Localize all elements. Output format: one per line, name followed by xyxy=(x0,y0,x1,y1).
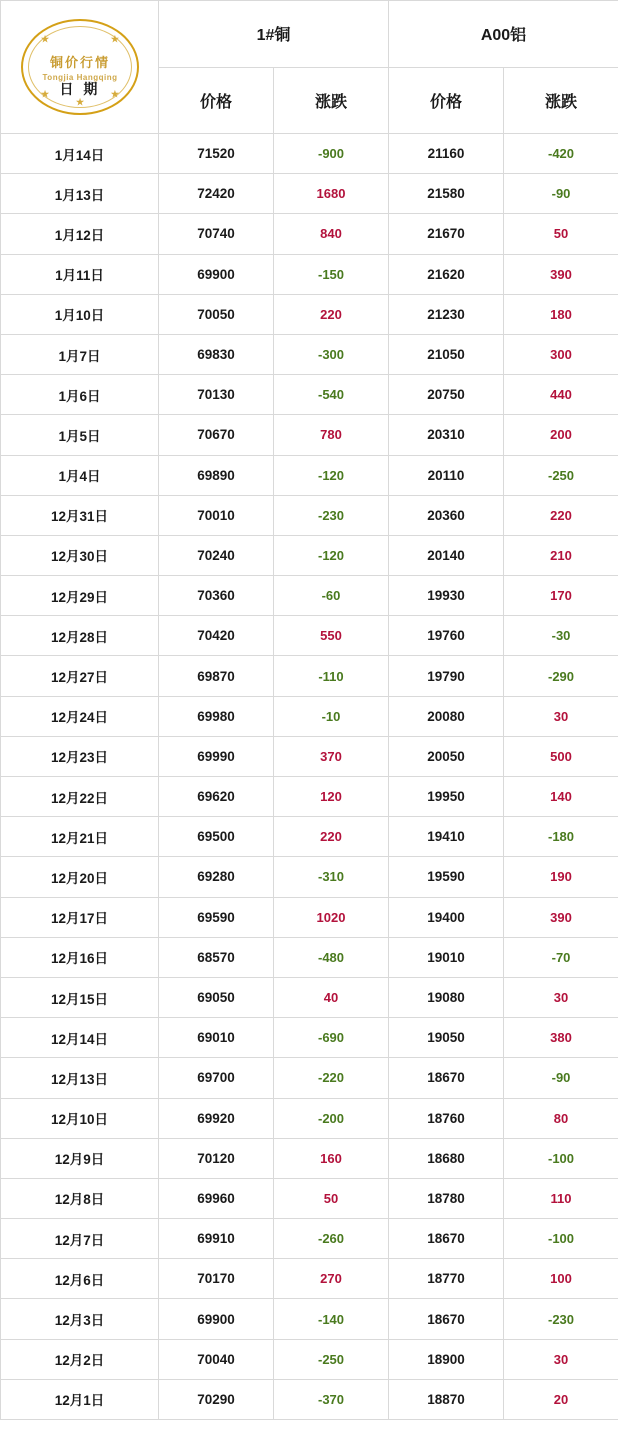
cell-aluminum-change: 390 xyxy=(504,897,618,937)
cell-aluminum-price: 19080 xyxy=(389,977,504,1017)
cell-copper-change: 120 xyxy=(274,777,389,817)
cell-date: 12月21日 xyxy=(1,817,159,857)
cell-aluminum-change: 80 xyxy=(504,1098,618,1138)
cell-copper-change: -900 xyxy=(274,134,389,174)
table-row xyxy=(1,334,618,374)
cell-aluminum-change: 500 xyxy=(504,736,618,776)
cell-copper-change: 550 xyxy=(274,616,389,656)
cell-copper-change: -140 xyxy=(274,1299,389,1339)
cell-copper-price: 69890 xyxy=(159,455,274,495)
cell-aluminum-change: 30 xyxy=(504,977,618,1017)
cell-date: 12月14日 xyxy=(1,1018,159,1058)
cell-aluminum-price: 19410 xyxy=(389,817,504,857)
cell-aluminum-price: 19010 xyxy=(389,937,504,977)
cell-aluminum-price: 19050 xyxy=(389,1018,504,1058)
cell-aluminum-price: 21580 xyxy=(389,174,504,214)
cell-copper-change: 40 xyxy=(274,977,389,1017)
cell-aluminum-change: -90 xyxy=(504,174,618,214)
cell-date: 1月12日 xyxy=(1,214,159,254)
cell-aluminum-change: 30 xyxy=(504,1339,618,1379)
cell-copper-price: 70420 xyxy=(159,616,274,656)
header-aluminum-price: 价格 xyxy=(389,67,504,134)
cell-date: 12月1日 xyxy=(1,1379,159,1419)
cell-aluminum-change: 30 xyxy=(504,696,618,736)
cell-aluminum-price: 20080 xyxy=(389,696,504,736)
cell-copper-price: 69870 xyxy=(159,656,274,696)
cell-aluminum-price: 21160 xyxy=(389,134,504,174)
cell-copper-change: -150 xyxy=(274,254,389,294)
cell-date: 12月8日 xyxy=(1,1178,159,1218)
cell-copper-price: 69010 xyxy=(159,1018,274,1058)
table-row xyxy=(1,1058,618,1098)
cell-copper-price: 69050 xyxy=(159,977,274,1017)
cell-copper-change: -310 xyxy=(274,857,389,897)
cell-copper-price: 70290 xyxy=(159,1379,274,1419)
cell-copper-price: 70360 xyxy=(159,576,274,616)
table-row xyxy=(1,1219,618,1259)
cell-copper-change: -250 xyxy=(274,1339,389,1379)
table-row xyxy=(1,897,618,937)
cell-aluminum-price: 19760 xyxy=(389,616,504,656)
table-row xyxy=(1,696,618,736)
cell-date: 1月10日 xyxy=(1,294,159,334)
cell-aluminum-change: -290 xyxy=(504,656,618,696)
cell-copper-change: -230 xyxy=(274,495,389,535)
table-row xyxy=(1,616,618,656)
cell-date: 12月7日 xyxy=(1,1219,159,1259)
cell-date: 1月4日 xyxy=(1,455,159,495)
cell-copper-change: 370 xyxy=(274,736,389,776)
cell-aluminum-price: 20110 xyxy=(389,455,504,495)
table-row xyxy=(1,857,618,897)
cell-aluminum-price: 21230 xyxy=(389,294,504,334)
cell-date: 12月22日 xyxy=(1,777,159,817)
table-row xyxy=(1,817,618,857)
cell-aluminum-change: -230 xyxy=(504,1299,618,1339)
cell-copper-change: 220 xyxy=(274,294,389,334)
cell-aluminum-price: 20310 xyxy=(389,415,504,455)
cell-aluminum-change: -70 xyxy=(504,937,618,977)
cell-date: 12月3日 xyxy=(1,1299,159,1339)
table-row xyxy=(1,214,618,254)
cell-date: 12月24日 xyxy=(1,696,159,736)
cell-aluminum-change: -100 xyxy=(504,1138,618,1178)
cell-aluminum-change: 200 xyxy=(504,415,618,455)
cell-date: 12月30日 xyxy=(1,535,159,575)
cell-aluminum-price: 18680 xyxy=(389,1138,504,1178)
cell-aluminum-price: 19930 xyxy=(389,576,504,616)
cell-date: 12月20日 xyxy=(1,857,159,897)
cell-aluminum-change: -100 xyxy=(504,1219,618,1259)
table-row xyxy=(1,294,618,334)
cell-copper-change: 1680 xyxy=(274,174,389,214)
cell-date: 12月16日 xyxy=(1,937,159,977)
cell-copper-price: 70170 xyxy=(159,1259,274,1299)
cell-date: 1月6日 xyxy=(1,375,159,415)
header-metal-copper: 1#铜 xyxy=(159,1,389,68)
table-header xyxy=(1,1,618,134)
cell-aluminum-price: 18870 xyxy=(389,1379,504,1419)
cell-date: 1月14日 xyxy=(1,134,159,174)
table-row xyxy=(1,254,618,294)
table-row xyxy=(1,174,618,214)
table-row xyxy=(1,1299,618,1339)
cell-copper-price: 70050 xyxy=(159,294,274,334)
cell-aluminum-price: 18900 xyxy=(389,1339,504,1379)
cell-copper-price: 69500 xyxy=(159,817,274,857)
header-metal-aluminum: A00铝 xyxy=(389,1,618,68)
table-row xyxy=(1,1138,618,1178)
cell-aluminum-price: 19590 xyxy=(389,857,504,897)
logo-stamp-cell xyxy=(1,1,159,134)
cell-aluminum-price: 18670 xyxy=(389,1299,504,1339)
cell-copper-price: 69280 xyxy=(159,857,274,897)
cell-date: 12月27日 xyxy=(1,656,159,696)
cell-copper-price: 70740 xyxy=(159,214,274,254)
table-row xyxy=(1,415,618,455)
cell-copper-change: 1020 xyxy=(274,897,389,937)
table-row xyxy=(1,736,618,776)
cell-copper-price: 69920 xyxy=(159,1098,274,1138)
cell-aluminum-price: 20750 xyxy=(389,375,504,415)
cell-copper-price: 70130 xyxy=(159,375,274,415)
star-icon: ★ xyxy=(41,89,50,99)
cell-aluminum-price: 18670 xyxy=(389,1058,504,1098)
cell-date: 1月5日 xyxy=(1,415,159,455)
cell-aluminum-price: 19790 xyxy=(389,656,504,696)
cell-copper-change: -10 xyxy=(274,696,389,736)
cell-copper-price: 69990 xyxy=(159,736,274,776)
cell-copper-change: -120 xyxy=(274,535,389,575)
cell-aluminum-change: -180 xyxy=(504,817,618,857)
cell-copper-change: -690 xyxy=(274,1018,389,1058)
table-row xyxy=(1,1098,618,1138)
cell-aluminum-change: 50 xyxy=(504,214,618,254)
cell-aluminum-price: 21620 xyxy=(389,254,504,294)
cell-copper-change: 840 xyxy=(274,214,389,254)
cell-copper-change: 270 xyxy=(274,1259,389,1299)
table-row xyxy=(1,1339,618,1379)
cell-aluminum-change: 170 xyxy=(504,576,618,616)
cell-copper-change: -480 xyxy=(274,937,389,977)
cell-date: 12月9日 xyxy=(1,1138,159,1178)
cell-copper-price: 70010 xyxy=(159,495,274,535)
cell-date: 12月10日 xyxy=(1,1098,159,1138)
cell-aluminum-price: 21050 xyxy=(389,334,504,374)
cell-copper-price: 70040 xyxy=(159,1339,274,1379)
table-row xyxy=(1,576,618,616)
cell-copper-change: 50 xyxy=(274,1178,389,1218)
cell-date: 12月17日 xyxy=(1,897,159,937)
cell-copper-price: 69620 xyxy=(159,777,274,817)
cell-copper-change: -370 xyxy=(274,1379,389,1419)
cell-date: 12月28日 xyxy=(1,616,159,656)
table-row xyxy=(1,656,618,696)
cell-date: 12月15日 xyxy=(1,977,159,1017)
cell-aluminum-change: 190 xyxy=(504,857,618,897)
cell-copper-change: 220 xyxy=(274,817,389,857)
cell-aluminum-change: 180 xyxy=(504,294,618,334)
seal-english-text: Tongjia Hangqing xyxy=(42,73,118,82)
table-row xyxy=(1,495,618,535)
cell-copper-price: 69900 xyxy=(159,1299,274,1339)
cell-aluminum-price: 19950 xyxy=(389,777,504,817)
cell-copper-price: 70240 xyxy=(159,535,274,575)
cell-copper-price: 69700 xyxy=(159,1058,274,1098)
cell-copper-change: 160 xyxy=(274,1138,389,1178)
cell-aluminum-change: -90 xyxy=(504,1058,618,1098)
cell-copper-price: 71520 xyxy=(159,134,274,174)
cell-aluminum-price: 19400 xyxy=(389,897,504,937)
cell-aluminum-change: -420 xyxy=(504,134,618,174)
cell-copper-change: 780 xyxy=(274,415,389,455)
table-row xyxy=(1,375,618,415)
cell-aluminum-price: 18780 xyxy=(389,1178,504,1218)
cell-copper-change: -120 xyxy=(274,455,389,495)
cell-aluminum-change: 210 xyxy=(504,535,618,575)
cell-aluminum-price: 20050 xyxy=(389,736,504,776)
cell-copper-change: -300 xyxy=(274,334,389,374)
cell-aluminum-change: 100 xyxy=(504,1259,618,1299)
star-icon: ★ xyxy=(110,34,119,44)
cell-date: 12月23日 xyxy=(1,736,159,776)
cell-aluminum-change: -30 xyxy=(504,616,618,656)
table-row xyxy=(1,937,618,977)
cell-aluminum-price: 20360 xyxy=(389,495,504,535)
cell-copper-change: -60 xyxy=(274,576,389,616)
cell-aluminum-change: 380 xyxy=(504,1018,618,1058)
cell-copper-price: 69980 xyxy=(159,696,274,736)
logo-wrap xyxy=(1,1,159,133)
date-column-header: 日 期 xyxy=(59,81,101,97)
seal-icon xyxy=(21,19,139,115)
cell-copper-price: 69830 xyxy=(159,334,274,374)
cell-aluminum-price: 18760 xyxy=(389,1098,504,1138)
cell-date: 12月2日 xyxy=(1,1339,159,1379)
cell-copper-price: 69960 xyxy=(159,1178,274,1218)
cell-aluminum-change: 220 xyxy=(504,495,618,535)
header-copper-price: 价格 xyxy=(159,67,274,134)
cell-aluminum-change: 140 xyxy=(504,777,618,817)
table-row xyxy=(1,1178,618,1218)
cell-aluminum-change: -250 xyxy=(504,455,618,495)
cell-date: 1月11日 xyxy=(1,254,159,294)
cell-date: 1月13日 xyxy=(1,174,159,214)
table-body xyxy=(1,134,618,1420)
cell-date: 12月6日 xyxy=(1,1259,159,1299)
table-row xyxy=(1,535,618,575)
cell-aluminum-price: 18670 xyxy=(389,1219,504,1259)
cell-aluminum-price: 18770 xyxy=(389,1259,504,1299)
cell-copper-price: 70670 xyxy=(159,415,274,455)
table-row xyxy=(1,977,618,1017)
cell-date: 12月31日 xyxy=(1,495,159,535)
cell-aluminum-price: 21670 xyxy=(389,214,504,254)
cell-date: 12月13日 xyxy=(1,1058,159,1098)
cell-aluminum-change: 300 xyxy=(504,334,618,374)
cell-copper-price: 69590 xyxy=(159,897,274,937)
cell-copper-price: 68570 xyxy=(159,937,274,977)
table-row xyxy=(1,777,618,817)
cell-copper-change: -260 xyxy=(274,1219,389,1259)
cell-copper-price: 69900 xyxy=(159,254,274,294)
cell-copper-price: 70120 xyxy=(159,1138,274,1178)
table-row xyxy=(1,1259,618,1299)
cell-date: 12月29日 xyxy=(1,576,159,616)
star-icon: ★ xyxy=(75,97,85,107)
cell-aluminum-change: 440 xyxy=(504,375,618,415)
table-row xyxy=(1,455,618,495)
header-row-metals xyxy=(1,1,618,68)
cell-aluminum-change: 390 xyxy=(504,254,618,294)
cell-aluminum-change: 110 xyxy=(504,1178,618,1218)
header-copper-change: 涨跌 xyxy=(274,67,389,134)
table-row xyxy=(1,1379,618,1419)
cell-copper-price: 69910 xyxy=(159,1219,274,1259)
table-row xyxy=(1,1018,618,1058)
header-aluminum-change: 涨跌 xyxy=(504,67,618,134)
cell-copper-change: -200 xyxy=(274,1098,389,1138)
cell-copper-change: -220 xyxy=(274,1058,389,1098)
star-icon: ★ xyxy=(41,34,50,44)
cell-copper-change: -110 xyxy=(274,656,389,696)
cell-aluminum-price: 20140 xyxy=(389,535,504,575)
cell-copper-price: 72420 xyxy=(159,174,274,214)
star-icon: ★ xyxy=(110,89,119,99)
seal-chinese-text: 铜价行情 xyxy=(49,55,110,70)
cell-copper-change: -540 xyxy=(274,375,389,415)
cell-date: 1月7日 xyxy=(1,334,159,374)
table-row xyxy=(1,134,618,174)
cell-aluminum-change: 20 xyxy=(504,1379,618,1419)
